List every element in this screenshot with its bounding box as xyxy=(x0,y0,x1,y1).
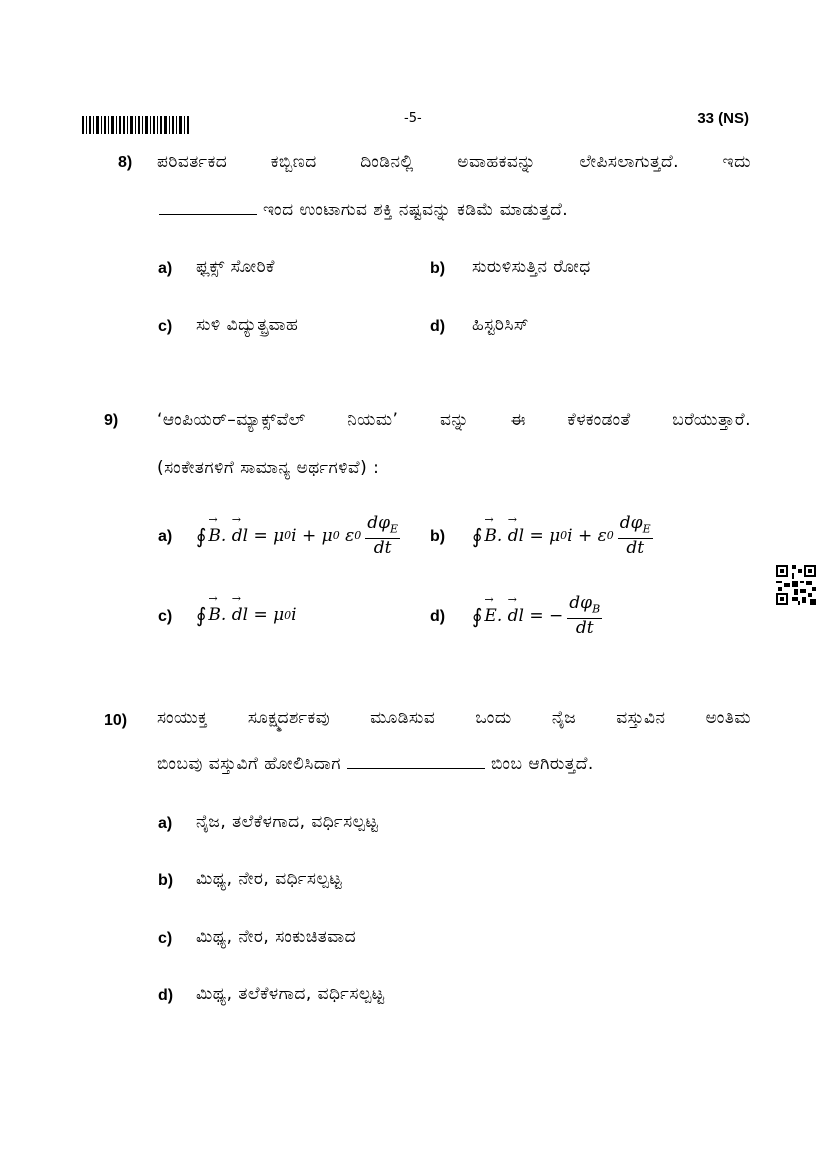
paper-code: 33 (NS) xyxy=(697,110,749,127)
question-10-line1: ಸಂಯುಕ್ತ ಸೂಕ್ಷ್ಮದರ್ಶಕವು ಮೂಡಿಸುವ ಒಂದು ನೈಜ ವಸ್ತುವಿನ ಅಂತಿಮ xyxy=(157,708,751,728)
q8-option-c-label: c) xyxy=(158,318,173,335)
q8-option-c-text: ಸುಳಿ ವಿದ್ಯುತ್ಪ್ರವಾಹ xyxy=(196,315,299,335)
q10-option-c-text: ಮಿಥ್ಯ, ನೇರ, ಸಂಕುಚಿತವಾದ xyxy=(196,927,357,947)
question-8-number: 8) xyxy=(118,154,133,171)
q10-option-b-label: b) xyxy=(158,872,174,889)
question-10-line2-end: ಬಿಂಬ ಆಗಿರುತ್ತದೆ. xyxy=(491,754,594,774)
question-9-line2: (ಸಂಕೇತಗಳಿಗೆ ಸಾಮಾನ್ಯ ಅರ್ಥಗಳಿವೆ) : xyxy=(157,458,380,478)
qr-code xyxy=(776,565,816,605)
question-9-number: 9) xyxy=(104,412,119,429)
q8-option-d-label: d) xyxy=(430,318,446,335)
q9-option-a-label: a) xyxy=(158,528,173,545)
q10-option-d-label: d) xyxy=(158,987,174,1004)
q10-option-a-label: a) xyxy=(158,815,173,832)
question-10-number: 10) xyxy=(104,712,128,729)
q8-option-b-text: ಸುರುಳಿಸುತ್ತಿನ ರೋಧ xyxy=(472,257,591,277)
q9-option-c-label: c) xyxy=(158,608,173,625)
question-8-line1: ಪರಿವರ್ತಕದ ಕಬ್ಬಿಣದ ದಿಂಡಿನಲ್ಲಿ ಅವಾಹಕವನ್ನು ಲೇಪಿಸಲಾಗುತ್ತದೆ. ಇದು xyxy=(157,152,751,172)
q9-option-b-equation: ∮ → B . → dl = μ 0 i + ε 0 $\frac{d\varphi_E}{dt}$ xyxy=(472,514,653,557)
q9-option-d-equation: ∮ → E . → dl = − $\frac{d\varphi_B}{dt}$ xyxy=(472,594,602,637)
q9-option-c-equation: ∮ → B . → dl = μ 0 i xyxy=(196,603,297,627)
q10-option-d-text: ಮಿಥ್ಯ, ತಲೆಕೆಳಗಾದ, ವರ್ಧಿಸಲ್ಪಟ್ಟ xyxy=(196,984,385,1004)
q8-option-a-text: ಫ್ಲಕ್ಸ್ ಸೋರಿಕೆ xyxy=(196,257,275,277)
q10-option-b-text: ಮಿಥ್ಯ, ನೇರ, ವರ್ಧಿಸಲ್ಪಟ್ಟ xyxy=(196,869,343,889)
question-8-line2 xyxy=(157,200,568,220)
q9-option-a-equation: ∮ → B . → dl = μ 0 i + μ 0 ε 0 $\frac{d\varphi_E}{dt}$ xyxy=(196,514,400,557)
q10-option-a-text: ನೈಜ, ತಲೆಕೆಳಗಾದ, ವರ್ಧಿಸಲ್ಪಟ್ಟ xyxy=(196,812,379,832)
barcode xyxy=(82,116,190,134)
q8-option-b-label: b) xyxy=(430,260,446,277)
question-8-line2-text: ಇಂದ ಉಂಟಾಗುವ ಶಕ್ತಿ ನಷ್ಟವನ್ನು ಕಡಿಮೆ ಮಾಡುತ್ತದೆ. xyxy=(263,200,569,220)
question-10-line2 xyxy=(157,754,594,774)
question-9-line1: ‘ಆಂಪಿಯರ್–ಮ್ಯಾಕ್ಸ್‌ವೆಲ್ ನಿಯಮ’ ವನ್ನು ಈ ಕೆಳಕಂಡಂತೆ ಬರೆಯುತ್ತಾರೆ. xyxy=(157,410,751,430)
q9-option-d-label: d) xyxy=(430,608,446,625)
q10-option-c-label: c) xyxy=(158,930,173,947)
q8-option-d-text: ಹಿಸ್ಟರಿಸಿಸ್ xyxy=(472,315,529,335)
question-10-line2-start: ಬಿಂಬವು ವಸ್ತುವಿಗೆ ಹೋಲಿಸಿದಾಗ xyxy=(157,754,341,774)
answer-blank xyxy=(159,214,257,215)
page-number: -5- xyxy=(404,111,422,126)
q9-option-b-label: b) xyxy=(430,528,446,545)
answer-blank xyxy=(347,768,485,769)
q8-option-a-label: a) xyxy=(158,260,173,277)
